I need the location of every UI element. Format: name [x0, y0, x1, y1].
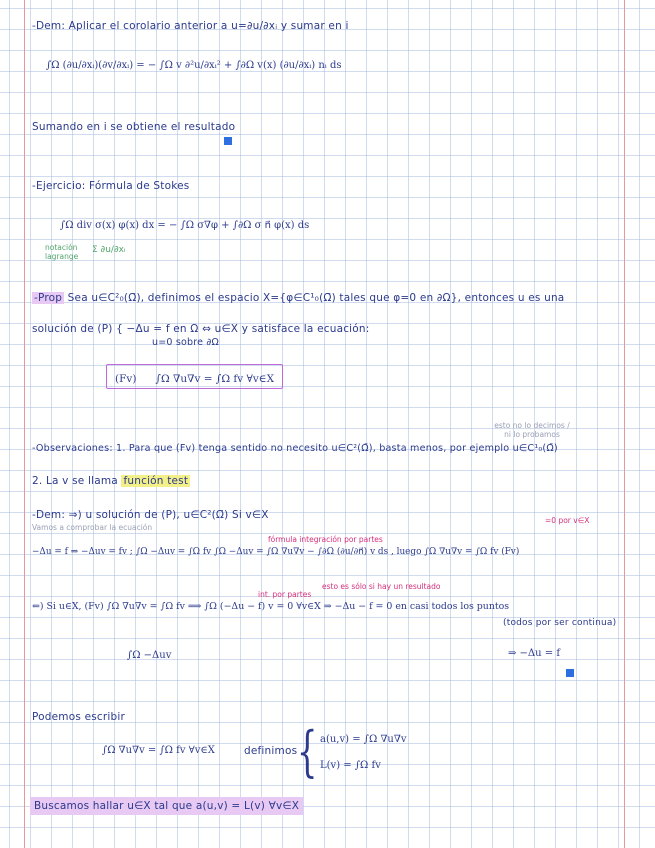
fv-label: (Fv) [115, 373, 137, 385]
buscamos-highlight: Buscamos hallar u∈X tal que a(u,v) = L(v) ∀v∈X [30, 797, 303, 815]
dem2-pink-note-1: fórmula integración por partes [268, 535, 383, 544]
dem3-line-4: ⇒ −Δu = f [508, 648, 561, 659]
dem2-pink-note-2: =0 por v∈X [545, 516, 590, 525]
stokes-note: notación lagrange [45, 243, 79, 261]
obs-note: esto no lo decimos / ni lo probamos [494, 421, 570, 439]
ejercicio-title: -Ejercicio: Fórmula de Stokes [32, 180, 190, 192]
dem2-line-1: -Dem: ⇒) u solución de (P), u∈C²(Ω̄) Si v∈X [32, 509, 269, 521]
fv-equation: ∫Ω ∇u∇v = ∫Ω fv ∀v∈X [155, 373, 275, 385]
dem1-line: -Dem: Aplicar el corolario anterior a u=∂u/∂xᵢ y sumar en i [32, 20, 349, 32]
obs-line-1: -Observaciones: 1. Para que (Fv) tenga sentido no necesito u∈C²(Ω̄), basta menos, por ejemplo u∈C¹₀(Ω̄) [32, 443, 558, 454]
prop-line-1 [32, 291, 564, 305]
prop-tag: -Prop [34, 292, 63, 304]
fv-box [106, 364, 283, 389]
qed-square-2 [566, 669, 574, 677]
dem3-pink-note: esto es sólo si hay un resultado [322, 582, 441, 591]
prop-text-a: Sea u∈C²₀(Ω̄), definimos el espacio X={φ∈C¹₀(Ω̄) tales que φ=0 en ∂Ω}, entonces u es una [67, 292, 565, 304]
dem1-conclusion: Sumando en i se obtiene el resultado [32, 121, 236, 133]
stokes-equation: ∫Ω div σ(x) φ(x) dx = − ∫Ω σ∇φ + ∫∂Ω σ n⃗ φ(x) ds [60, 220, 310, 231]
prop-line-2b: u=0 sobre ∂Ω [152, 337, 219, 348]
obs-line-2 [32, 474, 190, 488]
l-definition: L(v) = ∫Ω fv [320, 760, 381, 771]
a-definition: a(u,v) = ∫Ω ∇u∇v [320, 734, 407, 745]
dem2-note: Vamos a comprobar la ecuación [32, 523, 153, 532]
qed-square-1 [224, 137, 232, 145]
funcion-test-highlight: función test [123, 475, 189, 487]
dem3-line-2: (todos por ser continua) [503, 618, 617, 628]
dem3-line-3: ∫Ω −Δuv [127, 650, 172, 661]
podemos-line: Podemos escribir [32, 711, 126, 723]
stokes-note-eq: Σ ∂u/∂xᵢ [92, 245, 126, 255]
podemos-equation: ∫Ω ∇u∇v = ∫Ω fv ∀v∈X [102, 745, 215, 756]
definimos-label: definimos [244, 745, 298, 757]
definition-brace: { [296, 720, 318, 783]
left-margin-line [24, 0, 25, 848]
dem3-line-1: ⇐) Si u∈X, (Fv) ∫Ω ∇u∇v = ∫Ω fv ⟹ ∫Ω (−Δu − f) v = 0 ∀v∈X ⇒ −Δu − f = 0 en casi todos los puntos [32, 601, 510, 612]
dem3-over-note: int. por partes [258, 590, 312, 599]
right-margin-line [624, 0, 625, 848]
prop-line-2: solución de (P) { −Δu = f en Ω ⇔ u∈X y satisface la ecuación: [32, 323, 370, 335]
dem1-equation: ∫Ω (∂u/∂xᵢ)(∂v/∂xᵢ) = − ∫Ω v ∂²u/∂xᵢ² + ∫∂Ω v(x) (∂u/∂xᵢ) nᵢ ds [46, 60, 342, 71]
obs-text-b: 2. La v se llama [32, 475, 118, 487]
dem2-line-2: −Δu = f ⇒ −Δuv = fv ; ∫Ω −Δuv = ∫Ω fv ∫Ω −Δuv = ∫Ω ∇u∇v − ∫∂Ω (∂u/∂n⃗) v ds , luego ∫Ω ∇u∇v = ∫Ω fv (Fv) [32, 547, 520, 557]
